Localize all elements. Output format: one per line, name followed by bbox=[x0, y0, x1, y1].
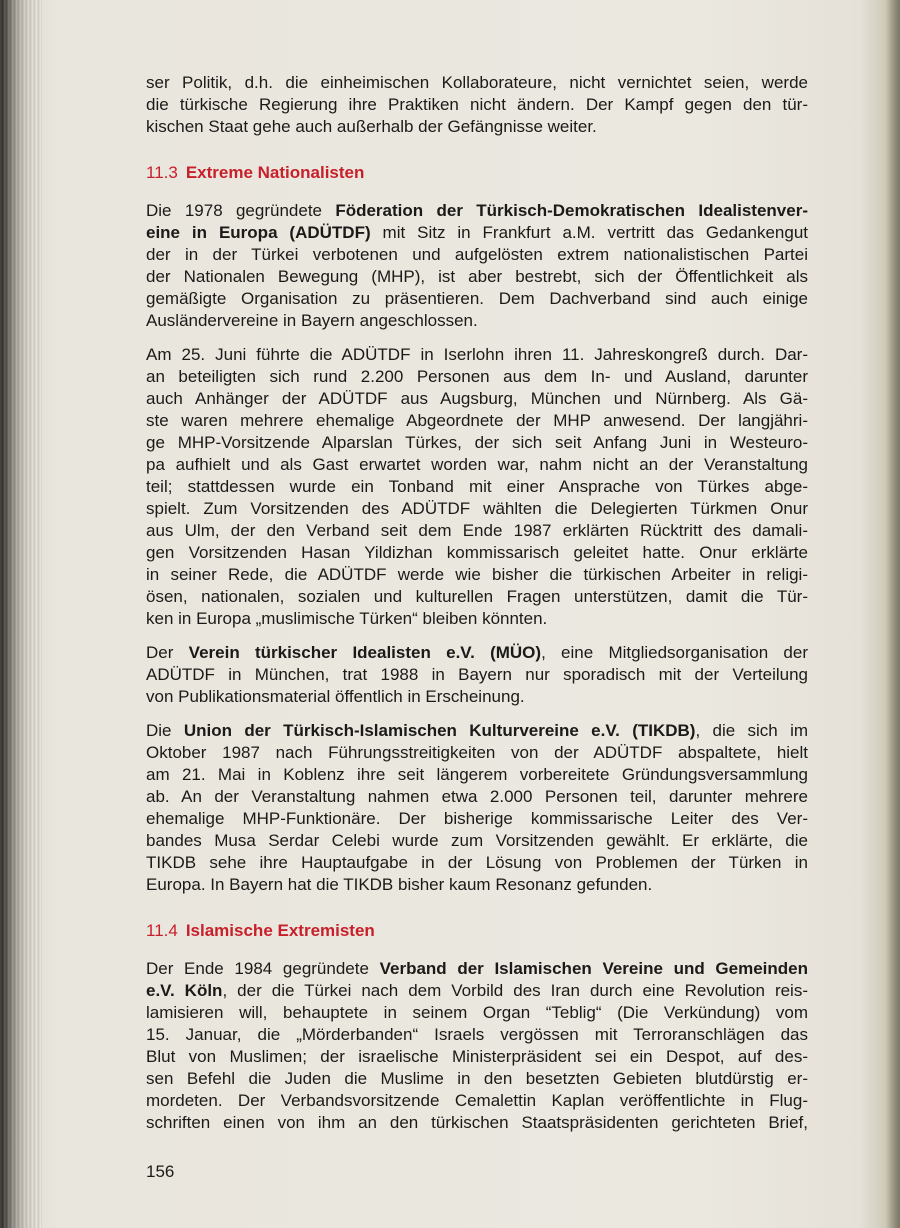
organization-name: Föderation der Türkisch-Demokratischen Idealistenver- bbox=[335, 201, 808, 220]
text-line: Oktober 1987 nach Führungsstreitigkeiten von der ADÜTDF abspaltete, hielt bbox=[146, 743, 808, 762]
text-line bbox=[146, 222, 808, 244]
organization-name: Union der Türkisch-Islamischen Kulturvereine e.V. (TIKDB) bbox=[183, 721, 696, 740]
organization-name: e.V. Köln bbox=[146, 981, 223, 1000]
text-line: ab. An der Veranstaltung nahmen etwa 2.000 Personen teil, darunter mehrere bbox=[146, 787, 808, 806]
section-heading-11-4 bbox=[146, 920, 808, 942]
text-line: Am 25. Juni führte die ADÜTDF in Iserlohn ihren 11. Jahreskongreß durch. Dar- bbox=[146, 345, 808, 364]
text-line: ken in Europa „muslimische Türken“ bleiben könnten. bbox=[146, 609, 548, 628]
text-line: 15. Januar, die „Mörderbanden“ Israels vergössen mit Terroranschlägen das bbox=[146, 1025, 808, 1044]
text-line: ge MHP-Vorsitzende Alparslan Türkes, der sich seit Anfang Juni in Westeuro- bbox=[146, 433, 808, 452]
paragraph-mueo bbox=[146, 642, 808, 708]
paragraph-adutdf-intro bbox=[146, 200, 808, 332]
text-line: schriften einen von ihm an den türkischen Staatspräsidenten gerichteten Brief, bbox=[146, 1113, 808, 1132]
organization-name: Verein türkischer Idealisten e.V. (MÜO) bbox=[188, 643, 542, 662]
text-line: Ausländervereine in Bayern angeschlossen. bbox=[146, 311, 478, 330]
text-line: mordeten. Der Verbandsvorsitzende Cemalettin Kaplan veröffentlichte in Flug- bbox=[146, 1091, 808, 1110]
text-run: Der Ende 1984 gegründete bbox=[146, 959, 380, 978]
text-line: gen Vorsitzenden Hasan Yildizhan kommissarisch geleitet hatte. Onur erklärte bbox=[146, 543, 808, 562]
text-line: der Nationalen Bewegung (MHP), ist aber bestrebt, sich der Öffentlichkeit als bbox=[146, 267, 808, 286]
text-line: ösen, nationalen, sozialen und kulturellen Fragen unterstützen, damit die Tür- bbox=[146, 587, 808, 606]
text-line: lamisieren will, behauptete in seinem Organ “Teblig“ (Die Verkündung) vom bbox=[146, 1003, 808, 1022]
section-number: 11.3 bbox=[146, 163, 178, 182]
text-line: aus Ulm, der den Verband seit dem Ende 1987 erklärten Rücktritt des damali- bbox=[146, 521, 808, 540]
page-number: 156 bbox=[146, 1162, 175, 1181]
text-line: ste waren mehrere ehemalige Abgeordnete der MHP anwesend. Der langjähri- bbox=[146, 411, 808, 430]
text-run: , die sich im bbox=[695, 721, 809, 740]
intro-paragraph bbox=[146, 72, 808, 138]
text-line: in seiner Rede, die ADÜTDF werde wie bisher die türkischen Arbeiter in religi- bbox=[146, 565, 808, 584]
text-run: , der die Türkei nach dem Vorbild des Iran durch eine Revolution reis- bbox=[222, 981, 808, 1000]
text-line: auch Anhänger der ADÜTDF aus Augsburg, München und Nürnberg. Als Gä- bbox=[146, 389, 808, 408]
text-line bbox=[146, 980, 808, 1002]
section-number: 11.4 bbox=[146, 921, 178, 940]
text-line: von Publikationsmaterial öffentlich in Erscheinung. bbox=[146, 687, 525, 706]
page-body bbox=[146, 72, 808, 1146]
text-line: TIKDB sehe ihre Hauptaufgabe in der Lösung von Problemen der Türken in bbox=[146, 853, 808, 872]
text-line: ehemalige MHP-Funktionäre. Der bisherige kommissarische Leiter des Ver- bbox=[146, 809, 808, 828]
text-line: teil; stattdessen wurde ein Tonband mit einer Ansprache von Türkes abge- bbox=[146, 477, 808, 496]
text-run: Die bbox=[146, 721, 184, 740]
text-run: Die 1978 gegründete bbox=[146, 201, 336, 220]
organization-name: Verband der Islamischen Vereine und Gemeinden bbox=[379, 959, 808, 978]
text-line: gemäßigte Organisation zu präsentieren. Dem Dachverband sind auch einige bbox=[146, 289, 808, 308]
paragraph-jahreskongress bbox=[146, 344, 808, 630]
text-line bbox=[146, 642, 808, 664]
text-line: am 21. Mai in Koblenz ihre seit längerem vorbereitete Gründungsversammlung bbox=[146, 765, 808, 784]
text-line: ADÜTDF in München, trat 1988 in Bayern nur sporadisch mit der Verteilung bbox=[146, 665, 808, 684]
text-line: sen Befehl die Juden die Muslime in den besetzten Gebieten blutdürstig er- bbox=[146, 1069, 808, 1088]
text-line: der in der Türkei verbotenen und aufgelösten extrem nationalistischen Partei bbox=[146, 245, 808, 264]
text-line: an beteiligten sich rund 2.200 Personen aus dem In- und Ausland, darunter bbox=[146, 367, 808, 386]
text-line: Europa. In Bayern hat die TIKDB bisher kaum Resonanz gefunden. bbox=[146, 875, 653, 894]
organization-name: eine in Europa (ADÜTDF) bbox=[146, 223, 371, 242]
text-line: bandes Musa Serdar Celebi wurde zum Vorsitzenden gewählt. Er erklärte, die bbox=[146, 831, 808, 850]
text-line bbox=[146, 720, 808, 742]
text-line bbox=[146, 958, 808, 980]
paragraph-tikdb bbox=[146, 720, 808, 896]
section-title: Islamische Extremisten bbox=[185, 921, 375, 940]
text-line: Blut von Muslimen; der israelische Ministerpräsident sei ein Despot, auf des- bbox=[146, 1047, 808, 1066]
text-line: spielt. Zum Vorsitzenden des ADÜTDF wählten die Delegierten Türkmen Onur bbox=[146, 499, 808, 518]
page-edge-shadow bbox=[886, 0, 900, 1228]
section-heading-11-3 bbox=[146, 162, 808, 184]
text-run: mit Sitz in Frankfurt a.M. vertritt das Gedankengut bbox=[370, 223, 808, 242]
text-line bbox=[146, 200, 808, 222]
text-run: Der bbox=[146, 643, 189, 662]
text-line: die türkische Regierung ihre Praktiken nicht ändern. Der Kampf gegen den tür- bbox=[146, 95, 808, 114]
text-line: kischen Staat gehe auch außerhalb der Gefängnisse weiter. bbox=[146, 117, 597, 136]
book-spine-shadow bbox=[0, 0, 42, 1228]
text-line: ser Politik, d.h. die einheimischen Kollaborateure, nicht vernichtet seien, werde bbox=[146, 73, 808, 92]
text-run: , eine Mitgliedsorganisation der bbox=[541, 643, 808, 662]
text-line: pa aufhielt und als Gast erwartet worden war, nahm nicht an der Veranstaltung bbox=[146, 455, 808, 474]
section-title: Extreme Nationalisten bbox=[185, 163, 365, 182]
paragraph-islamische-vereine bbox=[146, 958, 808, 1134]
